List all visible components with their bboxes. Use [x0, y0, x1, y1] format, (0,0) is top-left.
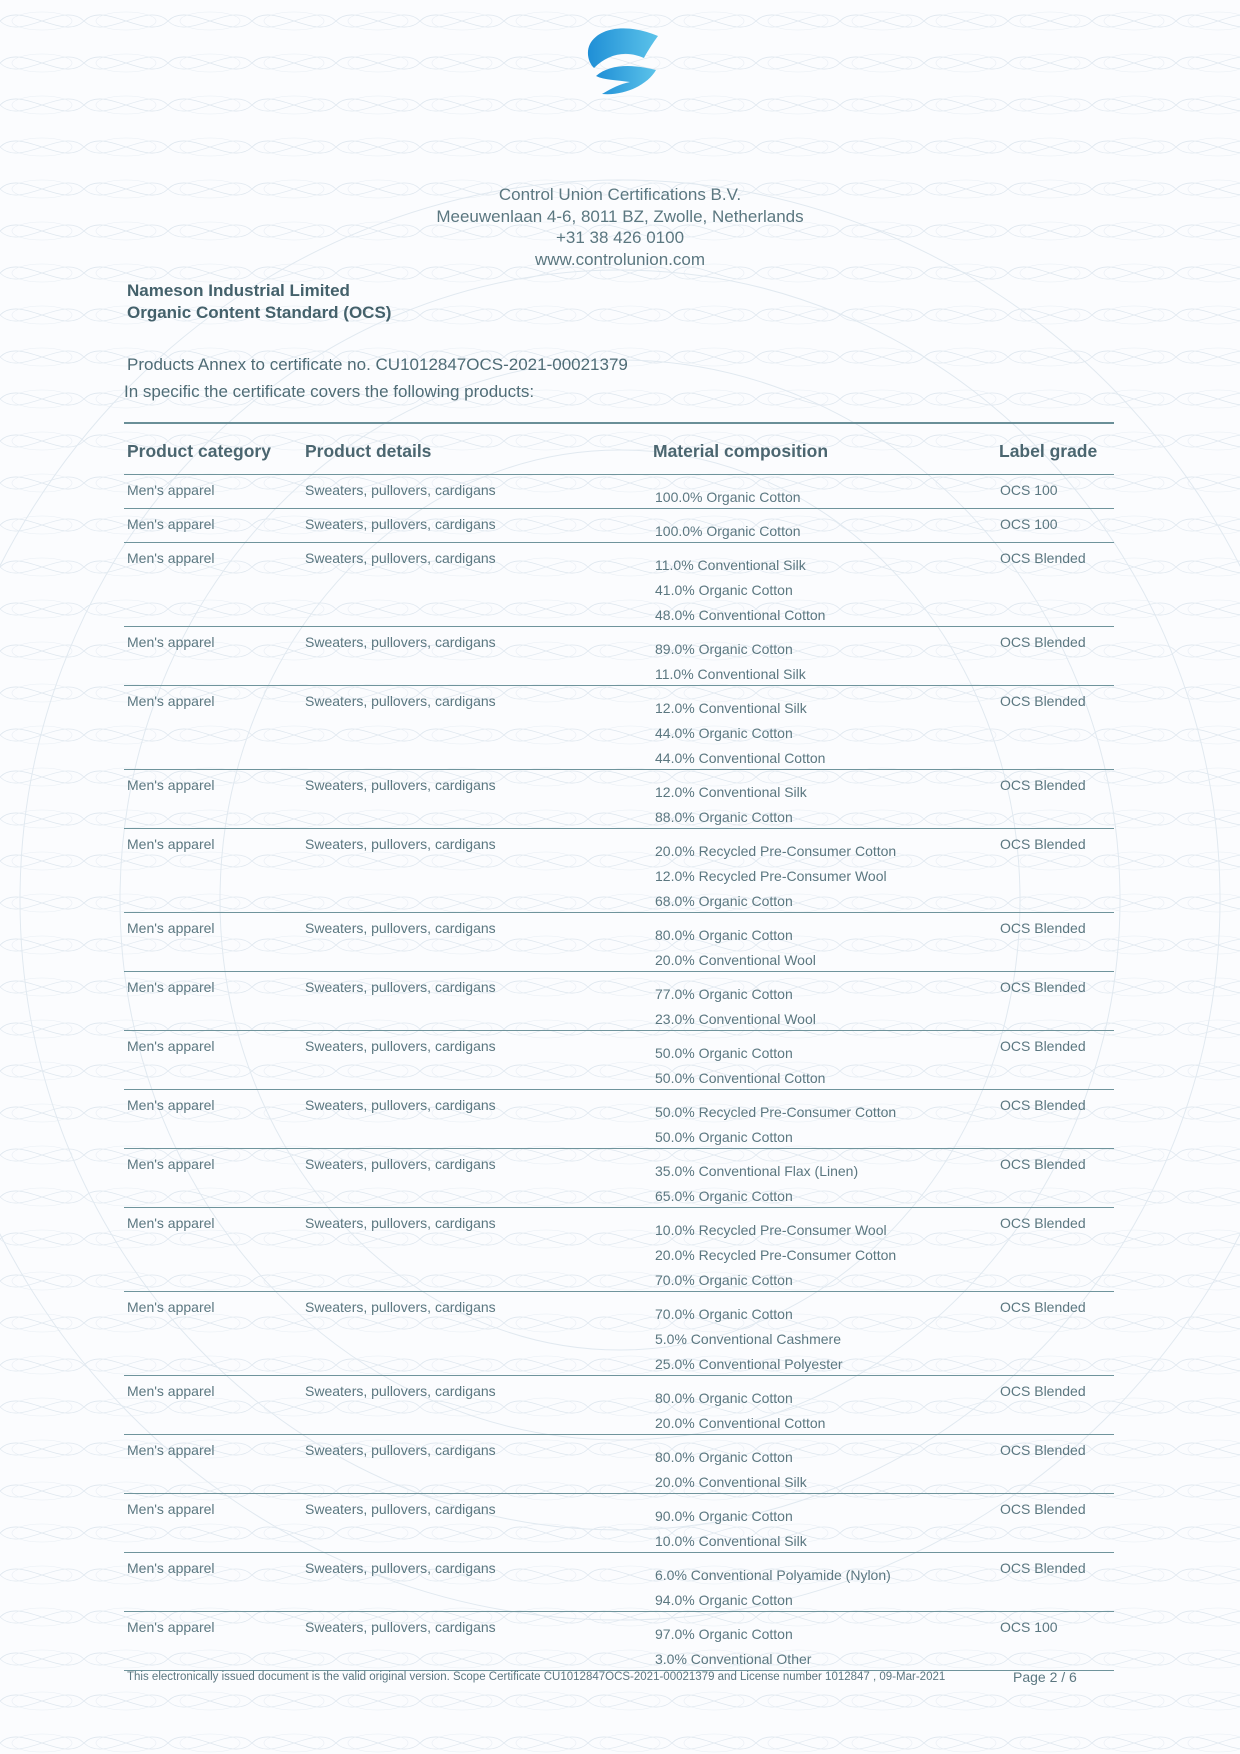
material-line: 50.0% Organic Cotton — [655, 1129, 793, 1145]
material-line: 50.0% Conventional Cotton — [655, 1070, 826, 1086]
material-composition — [655, 1218, 896, 1293]
label-grade: OCS Blended — [1000, 1383, 1086, 1399]
header-grade: Label grade — [999, 441, 1098, 461]
material-line: 41.0% Organic Cotton — [655, 582, 793, 598]
material-line: 11.0% Conventional Silk — [655, 666, 806, 682]
table-row — [124, 626, 1114, 685]
product-details: Sweaters, pullovers, cardigans — [305, 1097, 496, 1113]
material-line: 44.0% Conventional Cotton — [655, 750, 826, 766]
material-composition — [655, 696, 825, 771]
label-grade: OCS Blended — [1000, 693, 1086, 709]
product-details: Sweaters, pullovers, cardigans — [305, 1215, 496, 1231]
material-line: 94.0% Organic Cotton — [655, 1592, 793, 1608]
material-line: 77.0% Organic Cotton — [655, 986, 793, 1002]
footer-note: This electronically issued document is the valid original version. Scope Certificate CU1012847OCS-2021-00021379 and License number 1012847 , 09-Mar-2021 — [127, 1671, 946, 1683]
header-details: Product details — [305, 441, 432, 461]
table-row — [124, 542, 1114, 626]
material-composition — [655, 1386, 825, 1436]
issuer-website[interactable]: www.controlunion.com — [534, 249, 706, 269]
issuer-address-block — [0, 184, 1240, 270]
label-grade: OCS Blended — [1000, 550, 1086, 566]
table-row — [124, 1089, 1114, 1148]
material-line: 80.0% Organic Cotton — [655, 927, 793, 943]
product-category: Men's apparel — [127, 836, 215, 852]
material-composition — [655, 1100, 896, 1150]
material-line: 90.0% Organic Cotton — [655, 1508, 793, 1524]
product-category: Men's apparel — [127, 550, 215, 566]
material-line: 80.0% Organic Cotton — [655, 1390, 793, 1406]
product-category: Men's apparel — [127, 482, 215, 498]
product-category: Men's apparel — [127, 1560, 215, 1576]
product-category: Men's apparel — [127, 516, 215, 532]
material-line: 70.0% Organic Cotton — [655, 1306, 793, 1322]
product-category: Men's apparel — [127, 1156, 215, 1172]
material-composition — [655, 780, 807, 830]
product-details: Sweaters, pullovers, cardigans — [305, 516, 496, 532]
table-row — [124, 912, 1114, 971]
label-grade: OCS Blended — [1000, 1097, 1086, 1113]
material-composition — [655, 1159, 858, 1209]
product-category: Men's apparel — [127, 1501, 215, 1517]
issuer-phone: +31 38 426 0100 — [555, 228, 685, 247]
material-line: 12.0% Recycled Pre-Consumer Wool — [655, 868, 887, 884]
header-composition: Material composition — [653, 441, 829, 461]
table-row — [124, 1493, 1114, 1552]
table-row — [124, 474, 1114, 508]
material-composition — [655, 519, 801, 544]
material-line: 10.0% Recycled Pre-Consumer Wool — [655, 1222, 887, 1238]
product-details: Sweaters, pullovers, cardigans — [305, 920, 496, 936]
material-line: 48.0% Conventional Cotton — [655, 607, 826, 623]
material-line: 70.0% Organic Cotton — [655, 1272, 793, 1288]
label-grade: OCS Blended — [1000, 1215, 1086, 1231]
control-union-logo — [586, 24, 662, 96]
material-line: 50.0% Recycled Pre-Consumer Cotton — [655, 1104, 897, 1120]
material-composition — [655, 982, 816, 1032]
product-category: Men's apparel — [127, 920, 215, 936]
material-composition — [655, 1622, 811, 1672]
table-row — [124, 769, 1114, 828]
label-grade: OCS Blended — [1000, 634, 1086, 650]
product-details: Sweaters, pullovers, cardigans — [305, 1156, 496, 1172]
table-row — [124, 1291, 1114, 1375]
label-grade: OCS Blended — [1000, 836, 1086, 852]
product-details: Sweaters, pullovers, cardigans — [305, 693, 496, 709]
material-line: 20.0% Recycled Pre-Consumer Cotton — [655, 843, 897, 859]
material-composition — [655, 923, 816, 973]
label-grade: OCS Blended — [1000, 979, 1086, 995]
table-row — [124, 828, 1114, 912]
table-row — [124, 971, 1114, 1030]
material-line: 80.0% Organic Cotton — [655, 1449, 793, 1465]
material-composition — [655, 485, 801, 510]
material-line: 20.0% Recycled Pre-Consumer Cotton — [655, 1247, 897, 1263]
material-line: 44.0% Organic Cotton — [655, 725, 793, 741]
material-line: 88.0% Organic Cotton — [655, 809, 793, 825]
material-line: 100.0% Organic Cotton — [655, 489, 801, 505]
table-row — [124, 1207, 1114, 1291]
table-row — [124, 1611, 1114, 1671]
product-details: Sweaters, pullovers, cardigans — [305, 1619, 496, 1635]
product-details: Sweaters, pullovers, cardigans — [305, 836, 496, 852]
material-line: 3.0% Conventional Other — [655, 1651, 812, 1667]
label-grade: OCS 100 — [1000, 516, 1058, 532]
product-category: Men's apparel — [127, 693, 215, 709]
label-grade: OCS Blended — [1000, 1299, 1086, 1315]
product-details: Sweaters, pullovers, cardigans — [305, 1299, 496, 1315]
material-line: 97.0% Organic Cotton — [655, 1626, 793, 1642]
label-grade: OCS Blended — [1000, 1560, 1086, 1576]
table-row — [124, 1148, 1114, 1207]
label-grade: OCS Blended — [1000, 1038, 1086, 1054]
material-line: 25.0% Conventional Polyester — [655, 1356, 843, 1372]
product-category: Men's apparel — [127, 1383, 215, 1399]
product-category: Men's apparel — [127, 1619, 215, 1635]
product-details: Sweaters, pullovers, cardigans — [305, 634, 496, 650]
material-composition — [655, 1563, 891, 1613]
material-line: 10.0% Conventional Silk — [655, 1533, 807, 1549]
material-composition — [655, 1445, 807, 1495]
standard-name: Organic Content Standard (OCS) — [127, 303, 392, 322]
label-grade: OCS Blended — [1000, 1442, 1086, 1458]
material-composition — [655, 637, 806, 687]
company-name: Nameson Industrial Limited — [127, 281, 350, 300]
issuer-address: Meeuwenlaan 4-6, 8011 BZ, Zwolle, Netherlands — [436, 206, 804, 226]
material-line: 6.0% Conventional Polyamide (Nylon) — [655, 1567, 891, 1583]
table-header — [124, 424, 1114, 474]
product-details: Sweaters, pullovers, cardigans — [305, 1038, 496, 1054]
label-grade: OCS 100 — [1000, 482, 1058, 498]
table-row — [124, 685, 1114, 769]
material-line: 12.0% Conventional Silk — [655, 700, 807, 716]
product-category: Men's apparel — [127, 1215, 215, 1231]
table-row — [124, 1375, 1114, 1434]
product-details: Sweaters, pullovers, cardigans — [305, 482, 496, 498]
material-composition — [655, 1504, 807, 1554]
table-row — [124, 1552, 1114, 1611]
product-category: Men's apparel — [127, 777, 215, 793]
product-details: Sweaters, pullovers, cardigans — [305, 1560, 496, 1576]
product-category: Men's apparel — [127, 1299, 215, 1315]
product-category: Men's apparel — [127, 634, 215, 650]
material-line: 89.0% Organic Cotton — [655, 641, 793, 657]
table-body — [124, 474, 1114, 1671]
material-line: 50.0% Organic Cotton — [655, 1045, 793, 1061]
label-grade: OCS 100 — [1000, 1619, 1058, 1635]
material-line: 65.0% Organic Cotton — [655, 1188, 793, 1204]
material-line: 68.0% Organic Cotton — [655, 893, 793, 909]
company-block — [127, 280, 391, 324]
annex-title: Products Annex to certificate no. CU1012847OCS-2021-00021379 — [127, 355, 628, 374]
material-line: 20.0% Conventional Silk — [655, 1474, 807, 1490]
material-composition — [655, 1302, 843, 1377]
products-table — [124, 422, 1114, 1671]
material-composition — [655, 839, 896, 914]
product-details: Sweaters, pullovers, cardigans — [305, 1442, 496, 1458]
label-grade: OCS Blended — [1000, 777, 1086, 793]
label-grade: OCS Blended — [1000, 1501, 1086, 1517]
material-line: 23.0% Conventional Wool — [655, 1011, 816, 1027]
issuer-name: Control Union Certifications B.V. — [498, 185, 742, 204]
product-details: Sweaters, pullovers, cardigans — [305, 550, 496, 566]
material-line: 20.0% Conventional Cotton — [655, 1415, 826, 1431]
wave-logo-icon — [586, 24, 662, 96]
table-row — [124, 1434, 1114, 1493]
product-details: Sweaters, pullovers, cardigans — [305, 777, 496, 793]
material-line: 20.0% Conventional Wool — [655, 952, 816, 968]
product-details: Sweaters, pullovers, cardigans — [305, 1501, 496, 1517]
label-grade: OCS Blended — [1000, 920, 1086, 936]
material-composition — [655, 553, 825, 628]
product-category: Men's apparel — [127, 1038, 215, 1054]
product-category: Men's apparel — [127, 1442, 215, 1458]
page-number: Page 2 / 6 — [1013, 1669, 1077, 1685]
material-line: 35.0% Conventional Flax (Linen) — [655, 1163, 859, 1179]
product-category: Men's apparel — [127, 979, 215, 995]
annex-intro: In specific the certificate covers the following products: — [124, 382, 535, 401]
product-category: Men's apparel — [127, 1097, 215, 1113]
material-composition — [655, 1041, 825, 1091]
table-row — [124, 1030, 1114, 1089]
label-grade: OCS Blended — [1000, 1156, 1086, 1172]
material-line: 5.0% Conventional Cashmere — [655, 1331, 841, 1347]
material-line: 12.0% Conventional Silk — [655, 784, 807, 800]
header-category: Product category — [127, 441, 271, 461]
material-line: 100.0% Organic Cotton — [655, 523, 801, 539]
product-details: Sweaters, pullovers, cardigans — [305, 1383, 496, 1399]
material-line: 11.0% Conventional Silk — [655, 557, 806, 573]
product-details: Sweaters, pullovers, cardigans — [305, 979, 496, 995]
table-row — [124, 508, 1114, 542]
